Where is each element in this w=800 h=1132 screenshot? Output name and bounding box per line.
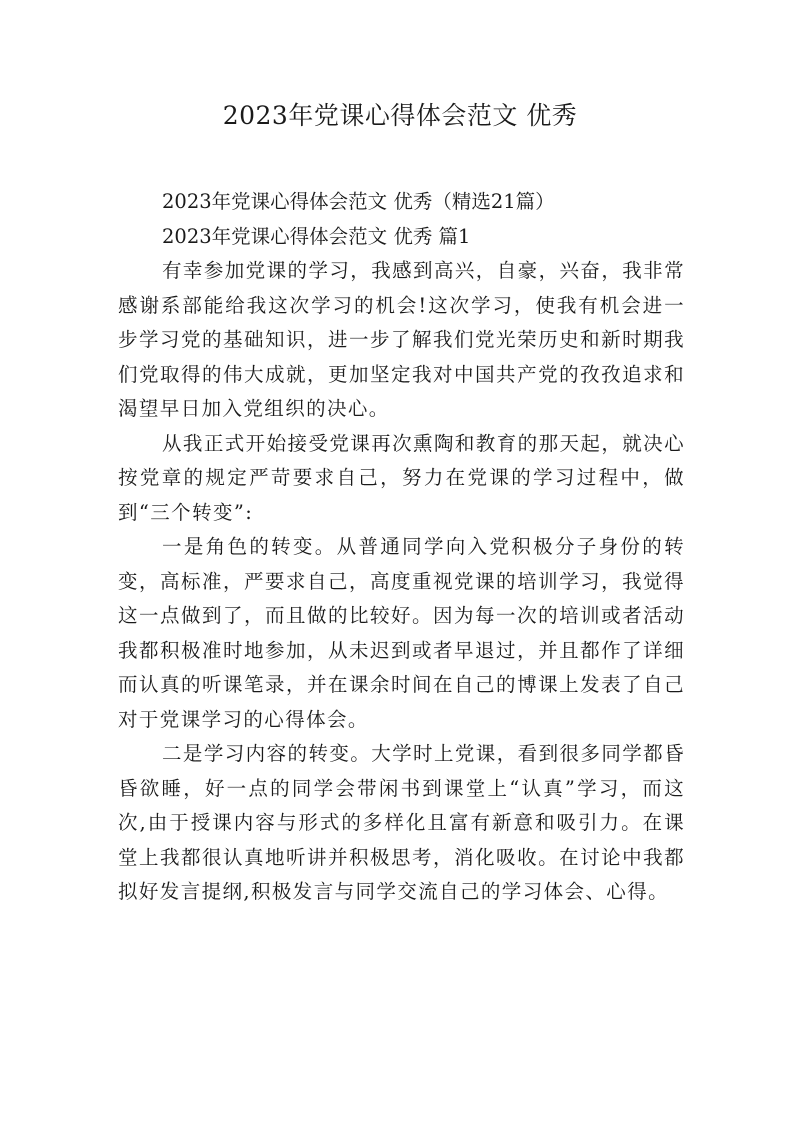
document-subtitle: 2023年党课心得体会范文 优秀（精选21篇） [162,190,555,213]
paragraph-4: 二是学习内容的转变。大学时上党课，看到很多同学都昏昏欲睡，好一点的同学会带闲书到课堂上“认真”学习，而这次,由于授课内容与形式的多样化且富有新意和吸引力。在课堂上我都很认真地听讲并积极思考，消化吸收。在讨论中我都拟好发言提纲,积极发言与同学交流自己的学习体会、心得。 [118,742,685,903]
paragraph-3: 一是角色的转变。从普通同学向入党积极分子身份的转变，高标准，严要求自己，高度重视党课的培训学习，我觉得这一点做到了，而且做的比较好。因为每一次的培训或者活动我都积极准时地参加，从未迟到或者早退过，并且都作了详细而认真的听课笔录，并在课余时间在自己的博课上发表了自己对于党课学习的心得体会。 [118,535,685,731]
section-heading: 2023年党课心得体会范文 优秀 篇1 [162,224,471,248]
document-body [118,185,685,910]
document-title: 2023年党课心得体会范文 优秀 [222,101,578,130]
paragraph-2: 从我正式开始接受党课再次熏陶和教育的那天起，就决心按党章的规定严苛要求自己，努力在党课的学习过程中，做到“三个转变”: [118,431,685,524]
paragraph-1: 有幸参加党课的学习，我感到高兴，自豪，兴奋，我非常感谢系部能给我这次学习的机会!这次学习，使我有机会进一步学习党的基础知识，进一步了解我们党光荣历史和新时期我们党取得的伟大成就，更加坚定我对中国共产党的孜孜追求和渴望早日加入党组织的决心。 [118,259,685,420]
